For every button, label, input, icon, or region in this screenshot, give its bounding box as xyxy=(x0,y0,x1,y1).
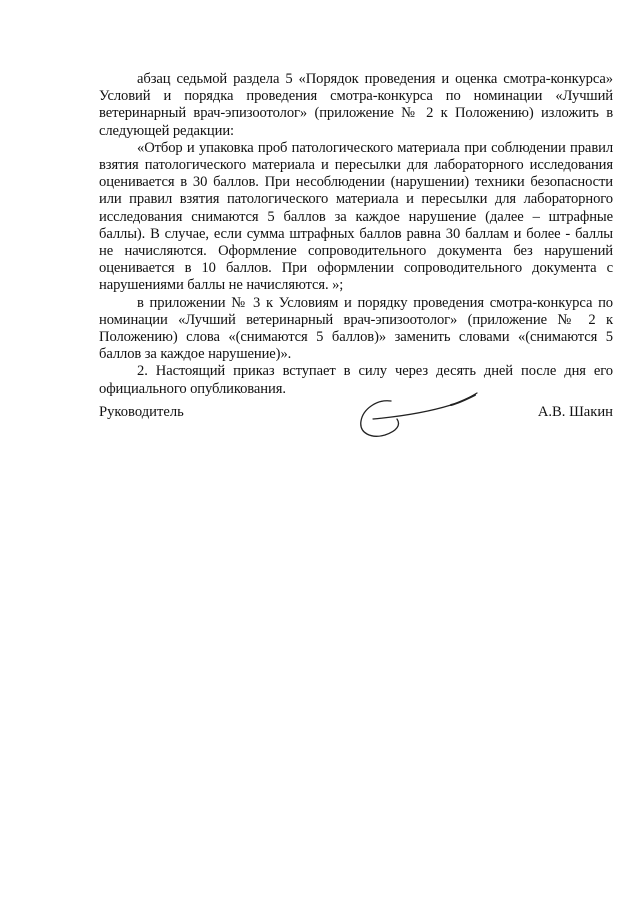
paragraph-appendix-3-change: в приложении № 3 к Условиям и порядку проведения смотра-конкурса по номинации «Лучший ветеринарный врач-эпизоотолог» (приложение № 2 к Положению) слова «(снимаются 5 баллов)» заменить словами «(снимаются 5 баллов за каждое нарушение)». xyxy=(99,294,613,363)
paragraph-amendment-intro: абзац седьмой раздела 5 «Порядок проведения и оценка смотра-конкурса» Условий и порядка проведения смотра-конкурса по номинации «Лучший ветеринарный врач-эпизоотолог» (приложение № 2 к Положению) изложить в следующей редакции: xyxy=(99,71,613,139)
paragraph-effective-date: 2. Настоящий приказ вступает в силу через десять дней после дня его официального опубликования. xyxy=(99,363,613,397)
paragraph-amendment-text: «Отбор и упаковка проб патологического материала при соблюдении правил взятия патологического материала и пересылки для лабораторного исследования оценивается в 30 баллов. При несоблюдении (нарушении) техники безопасности или правил взятия патологического материала и пересылки для лабораторного исследования снимаются 5 баллов за каждое нарушение (далее – штрафные баллы). В случае, если сумма штрафных баллов равна 30 баллам и более - баллы не начисляются. Оформление сопроводительного документа без нарушений оценивается в 10 баллов. При оформлении сопроводительного документа с нарушениями баллы не начисляются. »; xyxy=(99,139,613,294)
document-body xyxy=(99,71,613,398)
signatory-position: Руководитель xyxy=(99,404,184,420)
signature-block xyxy=(99,389,613,449)
signatory-name: А.В. Шакин xyxy=(537,404,613,420)
handwritten-signature xyxy=(355,389,485,445)
